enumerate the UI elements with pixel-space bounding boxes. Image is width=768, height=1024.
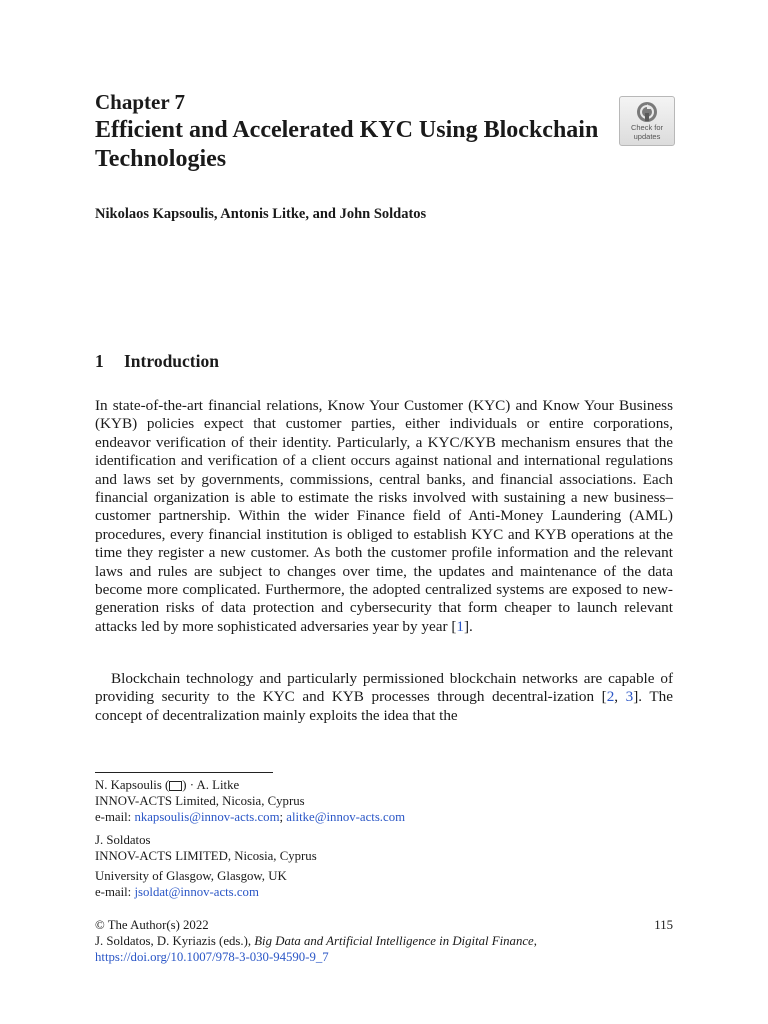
body-paragraph-1: [95, 397, 673, 636]
citation-link-2[interactable]: 2: [606, 688, 615, 706]
paragraph-1-text: In state-of-the-art financial relations, Know Your Customer (KYC) and Know Your Business (KYB) policies expect that customer parties, either individuals or entire corporations, endeavor verification of their identity. Particularly, a KYC/KYB mechanism ensures that the identification and verification of a client occurs against national and international regulations and laws set by governments, commissions, central banks, and financial associations. Each financial organization is able to estimate the risks involved with sustaining a new business–customer partnership. Within the wider Finance field of Anti-Money Laundering (AML) procedures, every financial institution is obliged to establish KYC and KYB operations at the time they register a new customer. As both the customer profile information and the relevant laws and rules are subject to changes over time, the updates and maintenance of the data become more complicated. Furthermore, the adopted centralized systems are exposed to new-generation risks of data protection and cybersecurity that form cheaper to launch relevant attacks led by more sophisticated adversaries year by year [: [95, 397, 673, 635]
footnote-affiliation-1: INNOV-ACTS Limited, Nicosia, Cyprus: [95, 794, 305, 808]
citation-separator: ,: [614, 688, 626, 706]
copyright-notice: © The Author(s) 2022: [95, 918, 209, 932]
section-heading: [95, 351, 219, 372]
email-link-soldatos[interactable]: jsoldat@innov-acts.com: [134, 885, 259, 899]
email-envelope-icon: [169, 781, 182, 791]
footnote-author-soldatos: J. Soldatos: [95, 833, 151, 847]
email-separator: ;: [279, 810, 287, 824]
footnote-authors-line: [95, 777, 405, 793]
email-label-2: e-mail:: [95, 885, 135, 899]
badge-label-line2: updates: [633, 132, 661, 141]
citation-editors: J. Soldatos, D. Kyriazis (eds.),: [95, 934, 255, 948]
page-footer: [95, 917, 673, 965]
paragraph-2-end: ]. The concept of decentralization mainly exploits the idea that the: [95, 688, 673, 724]
check-for-updates-icon: [636, 101, 658, 123]
badge-label-line1: Check for: [630, 123, 664, 132]
author-footnote-1: [95, 777, 405, 825]
section-title: Introduction: [124, 351, 219, 371]
citation-line: [95, 933, 673, 949]
section-number: 1: [95, 351, 104, 371]
copyright-line: [95, 917, 673, 933]
chapter-number: Chapter 7: [95, 90, 186, 114]
paragraph-1-end: ].: [464, 617, 473, 635]
footnote-author-litke: ) · A. Litke: [182, 778, 240, 792]
footnote-affiliation-3: University of Glasgow, Glasgow, UK: [95, 869, 287, 883]
author-footnote-2: [95, 832, 317, 864]
paragraph-2-text: Blockchain technology and particularly permissioned blockchain networks are capable of providing security to the KYC and KYB processes through decentral-ization [: [95, 670, 673, 706]
citation-link-1[interactable]: 1: [456, 617, 464, 635]
check-for-updates-badge[interactable]: [619, 96, 675, 146]
footnote-email-line-2: [95, 884, 287, 900]
email-link-kapsoulis[interactable]: nkapsoulis@innov-acts.com: [134, 810, 280, 824]
email-link-litke[interactable]: alitke@innov-acts.com: [286, 810, 406, 824]
chapter-title: Efficient and Accelerated KYC Using Blockchain Technologies: [95, 117, 599, 172]
doi-link[interactable]: https://doi.org/10.1007/978-3-030-94590-9_7: [95, 950, 329, 964]
chapter-authors: Nikolaos Kapsoulis, Antonis Litke, and John Soldatos: [95, 206, 427, 222]
author-footnote-3: [95, 868, 287, 900]
email-label: e-mail:: [95, 810, 135, 824]
footnote-affiliation-2: INNOV-ACTS LIMITED, Nicosia, Cyprus: [95, 849, 317, 863]
book-title: Big Data and Artificial Intelligence in Digital Finance: [254, 934, 534, 948]
citation-suffix: ,: [533, 934, 537, 948]
page-number: 115: [654, 918, 673, 932]
body-paragraph-2: [95, 670, 673, 725]
footnote-divider: [95, 772, 273, 773]
footnote-email-line-1: [95, 809, 405, 825]
citation-link-3[interactable]: 3: [625, 688, 634, 706]
footnote-author-kapsoulis: N. Kapsoulis (: [95, 778, 170, 792]
